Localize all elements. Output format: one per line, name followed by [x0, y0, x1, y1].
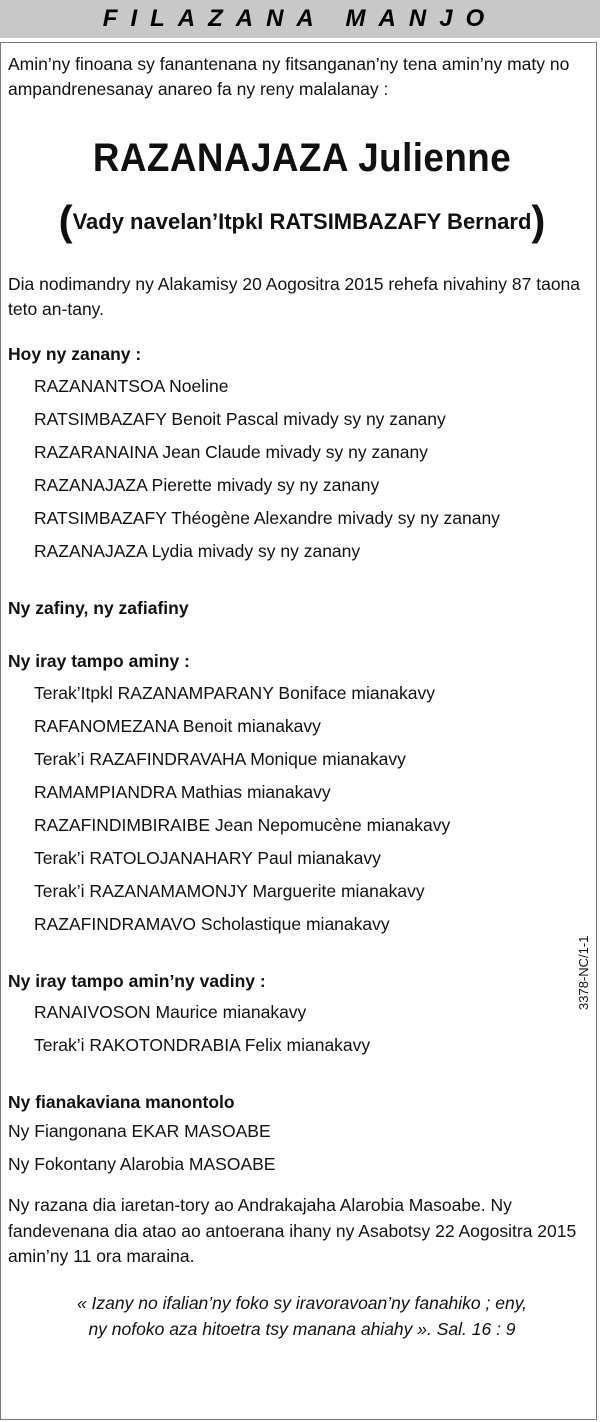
siblings-list [8, 677, 596, 941]
list-item: Terak’i RAKOTONDRABIA Felix mianakavy [34, 1034, 371, 1055]
page-title: FILAZANA MANJO [102, 5, 498, 32]
children-list [8, 370, 596, 568]
notice-content [8, 52, 596, 1342]
death-notice: Dia nodimandry ny Alakamisy 20 Aogositra 2015 rehefa nivahiny 87 taona teto an-tany. [8, 273, 581, 320]
spouse-text: Vady navelan’Itpkl RATSIMBAZAFY Bernard [72, 208, 532, 234]
list-item: RATSIMBAZAFY Théogène Alexandre mivady sy ny zanany [34, 507, 500, 528]
community-title: Ny fianakaviana manontolo [8, 1091, 235, 1112]
list-item: Terak’i RAZANAMAMONJY Marguerite mianakavy [34, 880, 425, 901]
deceased-name: RAZANAJAZA Julienne [92, 135, 512, 180]
list-item: RAZANAJAZA Pierette mivady sy ny zanany [34, 474, 380, 495]
intro-text: Amin’ny finoana sy fanantenana ny fitsanganan’ny tena amin’ny maty no ampandrenesanay anareo fa ny reny malalanay : [8, 54, 570, 100]
list-item: RAMAMPIANDRA Mathias mianakavy [34, 781, 331, 802]
spouse-line [8, 191, 596, 252]
community-section [8, 1090, 596, 1181]
list-item: RAZANAJAZA Lydia mivady sy ny zanany [34, 540, 361, 561]
funeral-notice: Ny razana dia iaretan-tory ao Andrakajaha Alarobia Masoabe. Ny fandevenana dia atao ao antoerana ihany ny Asabotsy 22 Aogositra 2015 amin’ny 11 ora maraina. [8, 1195, 577, 1267]
siblings-section [8, 649, 596, 940]
list-item: RANAIVOSON Maurice mianakavy [34, 1001, 307, 1022]
list-item: RAZANANTSOA Noeline [34, 375, 229, 396]
list-item: Ny Fiangonana EKAR MASOABE [8, 1121, 271, 1142]
husband-siblings-section [8, 969, 596, 1062]
quote-line-2: ny nofoko aza hitoetra tsy manana ahiahy ». Sal. 16 : 9 [88, 1318, 516, 1339]
quote-line-1: « Izany no ifalian’ny foko sy iravoravoan’ny fanahiko ; eny, [76, 1293, 528, 1314]
reference-code: 3378-NC/1-1 [576, 935, 591, 1010]
list-item: Terak’i RATOLOJANAHARY Paul mianakavy [34, 847, 381, 868]
list-item: RAZAFINDIMBIRAIBE Jean Nepomucène mianakavy [34, 814, 451, 835]
siblings-title: Ny iray tampo aminy : [8, 651, 190, 672]
close-paren: ) [531, 196, 546, 244]
list-item: RAZAFINDRAMAVO Scholastique mianakavy [34, 913, 390, 934]
children-title: Hoy ny zanany : [8, 344, 142, 365]
scripture-quote [8, 1291, 596, 1342]
list-item: RAFANOMEZANA Benoit mianakavy [34, 715, 321, 736]
list-item: RAZARANAINA Jean Claude mivady sy ny zanany [34, 441, 428, 462]
open-paren: ( [58, 196, 73, 244]
grandchildren-title: Ny zafiny, ny zafiafiny [8, 597, 189, 618]
list-item: Ny Fokontany Alarobia MASOABE [8, 1154, 276, 1175]
list-item: RATSIMBAZAFY Benoit Pascal mivady sy ny zanany [34, 408, 446, 429]
list-item: Terak’Itpkl RAZANAMPARANY Boniface mianakavy [34, 682, 436, 703]
husband-siblings-title: Ny iray tampo amin’ny vadiny : [8, 970, 266, 991]
grandchildren-section [8, 596, 596, 621]
husband-siblings-list [8, 996, 596, 1062]
children-section [8, 342, 596, 567]
list-item: Terak’i RAZAFINDRAVAHA Monique mianakavy [34, 748, 406, 769]
